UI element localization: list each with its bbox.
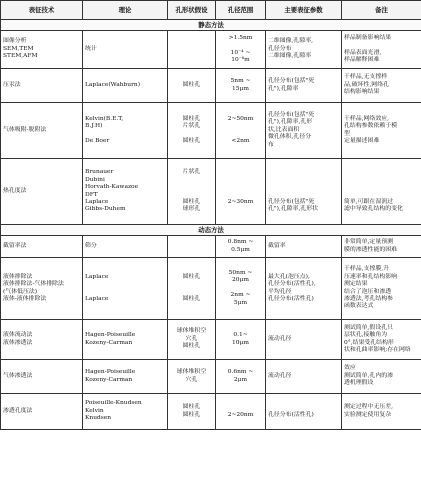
cell-line: 2~50nm: [227, 115, 254, 122]
cell-line: 液体-液体排除法: [3, 295, 47, 302]
cell-line: 渗透法,考孔结构参: [344, 295, 393, 302]
pore-shape-cell: [168, 360, 216, 394]
cell-line: 圆柱孔: [182, 404, 201, 411]
cell-line: 0°,结果受孔结构形: [344, 339, 394, 346]
header-main-params: 主要表征参数: [266, 1, 342, 20]
cell-line: [218, 123, 263, 130]
cell-line: [268, 192, 339, 199]
table-row: [1, 258, 421, 320]
cell-line: 50nm ~: [228, 270, 253, 277]
table-row: [1, 236, 421, 258]
cell-line: 截留率: [268, 242, 286, 249]
header-notes: 备注: [342, 1, 421, 20]
cell-line: 20μm: [232, 277, 249, 284]
table-row: [1, 394, 421, 430]
cell-line: [170, 192, 213, 199]
notes-cell: [342, 320, 421, 360]
cell-line: 函数表达式: [344, 303, 374, 310]
cell-line: 样品解释困难: [344, 56, 380, 63]
cell-line: 测定结果: [344, 281, 368, 288]
theory-cell: [83, 69, 168, 103]
cell-line: >1.5nm: [228, 34, 253, 41]
technique-cell: [1, 69, 83, 103]
technique-cell: [1, 394, 83, 430]
cell-line: 样品制备影响结果: [344, 34, 392, 41]
theory-cell: [83, 159, 168, 225]
cell-line: Poiseuille-Knudsen: [85, 400, 142, 407]
cell-line: 片状孔: [182, 123, 201, 130]
cell-line: [170, 46, 213, 53]
cell-line: 筛分: [85, 242, 97, 249]
notes-cell: [342, 236, 421, 258]
pore-range-cell: [216, 103, 266, 159]
cell-line: 孔径分布(活性孔),: [268, 281, 316, 288]
cell-line: 孔径分布(包括"死: [268, 112, 315, 119]
cell-line: [344, 177, 419, 184]
cell-line: 2~30nm: [227, 198, 254, 205]
cell-line: Laplace: [85, 198, 109, 205]
cell-line: 渗透孔度法: [3, 407, 33, 414]
cell-line: 0.8nm ~: [227, 239, 254, 246]
cell-line: 2~20nm: [227, 411, 254, 418]
cell-line: [170, 281, 213, 288]
cell-line: 流动孔径: [268, 372, 292, 379]
main-params-cell: [266, 69, 342, 103]
cell-line: 圆柱孔: [182, 81, 201, 88]
notes-cell: [342, 31, 421, 69]
cell-line: 液体排除法-气体排除法: [3, 281, 64, 288]
cell-line: [344, 42, 419, 49]
main-params-cell: [266, 159, 342, 225]
header-pore-shape: 孔形状假设: [168, 1, 216, 20]
cell-line: 状和孔曲率影响;存在网络: [344, 346, 411, 353]
cell-line: 2μm: [233, 376, 248, 383]
cell-line: 球体堆积空: [176, 328, 207, 335]
cell-line: 0.1~: [233, 332, 248, 339]
pore-shape-cell: [168, 320, 216, 360]
cell-line: [218, 131, 263, 138]
cell-line: 样品表面光滑,: [344, 49, 382, 56]
cell-line: 结合了泡压和渗透: [344, 288, 392, 295]
cell-line: 孔径分布: [268, 45, 292, 52]
notes-cell: [342, 258, 421, 320]
cell-line: 截留率法: [3, 242, 27, 249]
cell-line: [344, 184, 419, 191]
cell-line: 统计: [85, 45, 97, 52]
cell-line: 孔径分布(活性孔): [268, 295, 314, 302]
cell-line: [268, 184, 339, 191]
cell-line: Kelvin(B.E.T,: [85, 115, 124, 122]
pore-shape-cell: [168, 31, 216, 69]
main-params-cell: [266, 320, 342, 360]
cell-line: [170, 177, 213, 184]
table-row: [1, 31, 421, 69]
section-row: [1, 225, 421, 236]
cell-line: [218, 192, 263, 199]
pore-shape-cell: [168, 103, 216, 159]
cell-line: 圆柱孔: [182, 411, 201, 418]
cell-line: [218, 404, 263, 411]
cell-line: 实验测定使用复杂: [344, 411, 392, 418]
cell-line: 最大孔(泡压点),: [268, 273, 310, 280]
cell-line: [268, 177, 339, 184]
pore-range-cell: [216, 394, 266, 430]
notes-cell: [342, 159, 421, 225]
pore-shape-cell: [168, 236, 216, 258]
cell-line: 微孔体积,孔径分: [268, 134, 312, 141]
cell-line: 液体排除法: [3, 273, 33, 280]
cell-line: Hagen-Poiseuille: [85, 332, 136, 339]
cell-line: 圆柱孔: [182, 273, 201, 280]
cell-line: 图像分析: [3, 38, 27, 45]
theory-cell: [83, 31, 168, 69]
cell-line: 定量描述困难: [344, 137, 380, 144]
table-body: [1, 20, 421, 430]
cell-line: 圆柱孔: [182, 295, 201, 302]
theory-cell: [83, 320, 168, 360]
cell-line: 孔"),孔隙率,孔形: [268, 119, 313, 126]
cell-line: [218, 285, 263, 292]
pore-range-cell: [216, 360, 266, 394]
cell-line: 圆柱孔: [182, 115, 201, 122]
cell-line: 干样品,网络效应,: [344, 115, 389, 122]
technique-cell: [1, 258, 83, 320]
cell-line: 状,比表面积: [268, 126, 300, 133]
cell-line: [170, 243, 213, 250]
cell-line: Dubini: [85, 176, 105, 183]
cell-line: 二维图像,孔隙率,: [268, 38, 313, 45]
cell-line: [85, 289, 165, 296]
cell-line: 气体渗透法: [3, 372, 33, 379]
cell-line: 圆柱孔: [182, 198, 201, 205]
cell-line: 球体堆积空: [176, 369, 207, 376]
cell-line: 10μm: [232, 339, 249, 346]
cell-line: [268, 404, 339, 411]
cell-line: 5nm ~: [230, 78, 251, 85]
cell-line: Kozeny-Carman: [85, 339, 133, 346]
table-row: [1, 159, 421, 225]
main-params-cell: [266, 103, 342, 159]
cell-line: 压速率和孔结构影响: [344, 273, 398, 280]
pore-range-cell: [216, 31, 266, 69]
cell-line: 布: [268, 141, 274, 148]
technique-cell: [1, 236, 83, 258]
cell-line: Knudsen: [85, 415, 112, 422]
cell-line: 压汞法: [3, 81, 21, 88]
pore-shape-cell: [168, 159, 216, 225]
cell-line: [170, 131, 213, 138]
cell-line: 气体吸附-脱附法: [3, 126, 47, 133]
cell-line: De Boer: [85, 137, 110, 144]
cell-line: [218, 169, 263, 176]
cell-line: 穴孔: [185, 376, 198, 383]
theory-cell: [83, 394, 168, 430]
table-row: [1, 320, 421, 360]
cell-line: [344, 169, 419, 176]
cell-line: [170, 184, 213, 191]
cell-line: DFT: [85, 191, 98, 198]
pore-range-cell: [216, 159, 266, 225]
cell-line: 孔结构参数依赖于模: [344, 123, 398, 130]
technique-cell: [1, 320, 83, 360]
cell-line: 平均孔径: [268, 288, 292, 295]
pore-shape-cell: [168, 258, 216, 320]
theory-cell: [83, 236, 168, 258]
cell-line: 0.5μm: [231, 246, 250, 253]
technique-cell: [1, 159, 83, 225]
cell-line: Horvath-Kawazoe: [85, 184, 139, 191]
header-pore-range: 孔径范围: [216, 1, 266, 20]
table-row: [1, 69, 421, 103]
cell-line: Laplace(Wahburn): [85, 81, 140, 88]
cell-line: [170, 289, 213, 296]
main-params-cell: [266, 31, 342, 69]
cell-line: 孔"),孔隙率,孔形状: [268, 206, 318, 213]
section-title: 动态方法: [1, 225, 421, 236]
cell-line: STEM,AFM: [3, 53, 38, 60]
cell-line: Kelvin: [85, 407, 104, 414]
cell-line: (气体低压法): [3, 288, 38, 295]
cell-line: [85, 131, 165, 138]
pore-range-cell: [216, 258, 266, 320]
main-params-cell: [266, 394, 342, 430]
cell-line: 型: [344, 130, 350, 137]
cell-line: 孔径分布(包括"死: [268, 78, 315, 85]
notes-cell: [342, 69, 421, 103]
cell-line: Kozeny-Carman: [85, 376, 133, 383]
cell-line: 10⁻⁸m: [231, 56, 250, 63]
cell-line: 干样品,支撑膜,升: [344, 266, 389, 273]
cell-line: 球形孔: [182, 206, 201, 213]
pore-range-cell: [216, 69, 266, 103]
cell-line: SEM,TEM: [3, 45, 34, 52]
cell-line: 结构影响结果: [344, 89, 380, 96]
theory-cell: [83, 360, 168, 394]
cell-line: 0.6nm ~: [227, 369, 254, 376]
cell-line: 孔径分布(包括"死: [268, 198, 315, 205]
cell-line: 透机理假设: [344, 380, 374, 387]
table-row: [1, 103, 421, 159]
table-header-row: [1, 1, 421, 20]
cell-line: 效应: [344, 365, 356, 372]
cell-line: 孔"),孔隙率: [268, 85, 299, 92]
cell-line: 层状孔,接触角为: [344, 332, 388, 339]
cell-line: 2nm ~: [230, 292, 251, 299]
cell-line: 测试简单,假设孔只: [344, 324, 393, 331]
pore-shape-cell: [168, 394, 216, 430]
cell-line: 液体流动法: [3, 332, 33, 339]
cell-line: 非常简单,定量预测: [344, 239, 393, 246]
notes-cell: [342, 360, 421, 394]
cell-line: 5μm: [233, 299, 248, 306]
cell-line: [218, 42, 263, 49]
technique-cell: [1, 360, 83, 394]
cell-line: 膜的渗透性能的困难: [344, 246, 398, 253]
cell-line: [344, 192, 419, 199]
cell-line: 圆柱孔: [182, 137, 201, 144]
cell-line: 穴孔: [185, 335, 198, 342]
cell-line: 流动孔径: [268, 335, 292, 342]
section-row: [1, 20, 421, 31]
theory-cell: [83, 258, 168, 320]
cell-line: 滤中导致孔结构的变化: [344, 206, 403, 213]
notes-cell: [342, 394, 421, 430]
cell-line: 简单,可跟在湿润过: [344, 198, 393, 205]
cell-line: Hagen-Poiseuille: [85, 369, 136, 376]
cell-line: [218, 177, 263, 184]
cell-line: 15μm: [232, 85, 249, 92]
main-params-cell: [266, 236, 342, 258]
header-theory: 理论: [83, 1, 168, 20]
theory-cell: [83, 103, 168, 159]
cell-line: <2nm: [231, 137, 250, 144]
notes-cell: [342, 103, 421, 159]
table-row: [1, 360, 421, 394]
pore-range-cell: [216, 320, 266, 360]
main-params-cell: [266, 360, 342, 394]
cell-line: 孔径分布(活性孔): [268, 411, 314, 418]
cell-line: Brunauer: [85, 169, 114, 176]
main-params-cell: [266, 258, 342, 320]
header-technique: 表征技术: [1, 1, 83, 20]
cell-line: 10⁻⁴ ~: [230, 49, 251, 56]
technique-cell: [1, 103, 83, 159]
pore-range-cell: [216, 236, 266, 258]
cell-line: [268, 169, 339, 176]
cell-line: 片状孔: [182, 169, 201, 176]
cell-line: Laplace: [85, 273, 109, 280]
cell-line: 二维图像,孔隙率: [268, 53, 312, 60]
cell-line: [85, 281, 165, 288]
cell-line: B.J.H): [85, 123, 103, 130]
cell-line: 热孔度法: [3, 187, 27, 194]
cell-line: Gibbs-Duhem: [85, 206, 126, 213]
cell-line: [218, 206, 263, 213]
cell-line: [218, 184, 263, 191]
technique-cell: [1, 31, 83, 69]
cell-line: 干样品,无支撑样: [344, 74, 388, 81]
pore-shape-cell: [168, 69, 216, 103]
cell-line: 圆柱孔: [182, 343, 201, 350]
section-title: 静态方法: [1, 20, 421, 31]
cell-line: Laplace: [85, 295, 109, 302]
cell-line: 测定过程中无压差,: [344, 404, 393, 411]
cell-line: 品,破坏性,网络孔: [344, 81, 389, 88]
cell-line: 测试简单,孔内的渗: [344, 372, 393, 379]
cell-line: 液体渗透法: [3, 339, 33, 346]
